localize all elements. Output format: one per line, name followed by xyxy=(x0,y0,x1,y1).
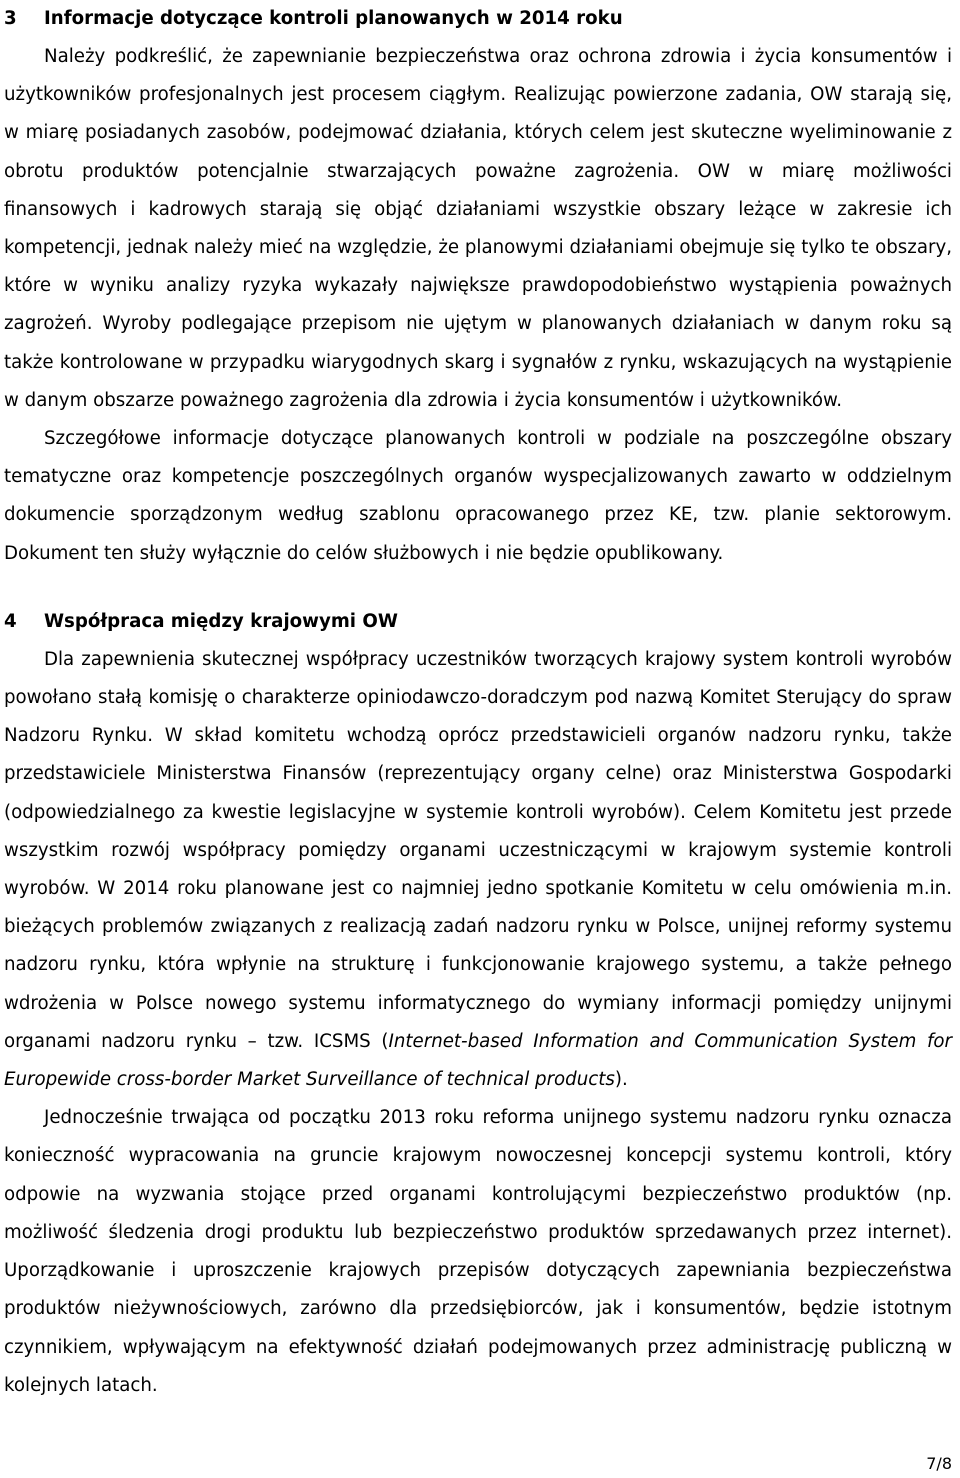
section-4-heading xyxy=(0,603,960,641)
section-4-title: Współpraca między krajowymi OW xyxy=(44,610,398,632)
section-4-paragraph-2: Jednocześnie trwająca od początku 2013 roku reforma unijnego systemu nadzoru rynku oznacza konieczność wypracowania na gruncie krajowym nowoczesnej koncepcji systemu kontroli, który odpowie na wyzwania stojące przed organami kontrolującymi bezpieczeństwo produktów (np. możliwość śledzenia drogi produktu lub bezpieczeństwo produktów sprzedawanych przez internet). Uporządkowanie i uproszczenie krajowych przepisów dotyczących zapewniania bezpieczeństwa produktów nieżywnościowych, zarówno dla przedsiębiorców, jak i konsumentów, będzie istotnym czynnikiem, wpływającym na efektywność działań podejmowanych przez administrację publiczną w kolejnych latach. xyxy=(4,1107,952,1396)
page-number: 7/8 xyxy=(926,1454,952,1473)
section-4-paragraph-1 xyxy=(0,641,952,1099)
section-4-number: 4 xyxy=(4,610,17,632)
section-3-number: 3 xyxy=(4,7,17,29)
section-4-paragraph-1-text-b: ). xyxy=(614,1069,628,1091)
icsms-full-name: Internet-based Information and Communication System for Europewide cross-border Market Surveillance of technical products xyxy=(4,1030,953,1091)
section-3-heading xyxy=(0,0,960,38)
section-gap xyxy=(0,573,960,603)
section-3-title: Informacje dotyczące kontroli planowanych w 2014 roku xyxy=(44,7,623,29)
section-3-paragraph-2: Szczegółowe informacje dotyczące planowanych kontroli w podziale na poszczególne obszary tematyczne oraz kompetencje poszczególnych organów wyspecjalizowanych zawarto w oddzielnym dokumencie sporządzonym według szablonu opracowanego przez KE, tzw. planie sektorowym. Dokument ten służy wyłącznie do celów służbowych i nie będzie opublikowany. xyxy=(4,428,952,564)
section-3-paragraph-1: Należy podkreślić, że zapewnianie bezpieczeństwa oraz ochrona zdrowia i życia konsumentów i użytkowników profesjonalnych jest procesem ciągłym. Realizując powierzone zadania, OW starają się, w miarę posiadanych zasobów, podejmować działania, których celem jest skuteczne wyeliminowanie z obrotu produktów potencjalnie stwarzających poważne zagrożenia. OW w miarę możliwości finansowych i kadrowych starają się objąć działaniami wszystkie obszary leżące w zakresie ich kompetencji, jednak należy mieć na względzie, że planowymi działaniami obejmuje się tylko te obszary, które w wyniku analizy ryzyka wykazały największe prawdopodobieństwo wystąpienia poważnych zagrożeń. Wyroby podlegające przepisom nie ujętym w planowanych działaniach w danym roku są także kontrolowane w przypadku wiarygodnych skarg i sygnałów z rynku, wskazujących na wystąpienie w danym obszarze poważnego zagrożenia dla zdrowia i życia konsumentów i użytkowników. xyxy=(4,46,952,411)
section-4-paragraph-1-text-a: Dla zapewnienia skutecznej współpracy uczestników tworzących krajowy system kontroli wyrobów powołano stałą komisję o charakterze opiniodawczo-doradczym pod nazwą Komitet Sterujący do spraw Nadzoru Rynku. W skład komitetu wchodzą oprócz przedstawicieli organów nadzoru rynku, także przedstawiciele Ministerstwa Finansów (reprezentujący organy celne) oraz Ministerstwa Gospodarki (odpowiedzialnego za kwestie legislacyjne w systemie kontroli wyrobów). Celem Komitetu jest przede wszystkim rozwój współpracy pomiędzy organami uczestniczącymi w krajowym systemie kontroli wyrobów. W 2014 roku planowane jest co najmniej jedno spotkanie Komitetu w celu omówienia m.in. bieżących problemów związanych z realizacją zadań nadzoru rynku w Polsce, unijnej reformy systemu nadzoru rynku, która wpłynie na strukturę i funkcjonowanie krajowego systemu, a także pełnego wdrożenia w Polsce nowego systemu informatycznego do wymiany informacji pomiędzy unijnymi organami nadzoru rynku – tzw. ICSMS ( xyxy=(4,648,952,1052)
